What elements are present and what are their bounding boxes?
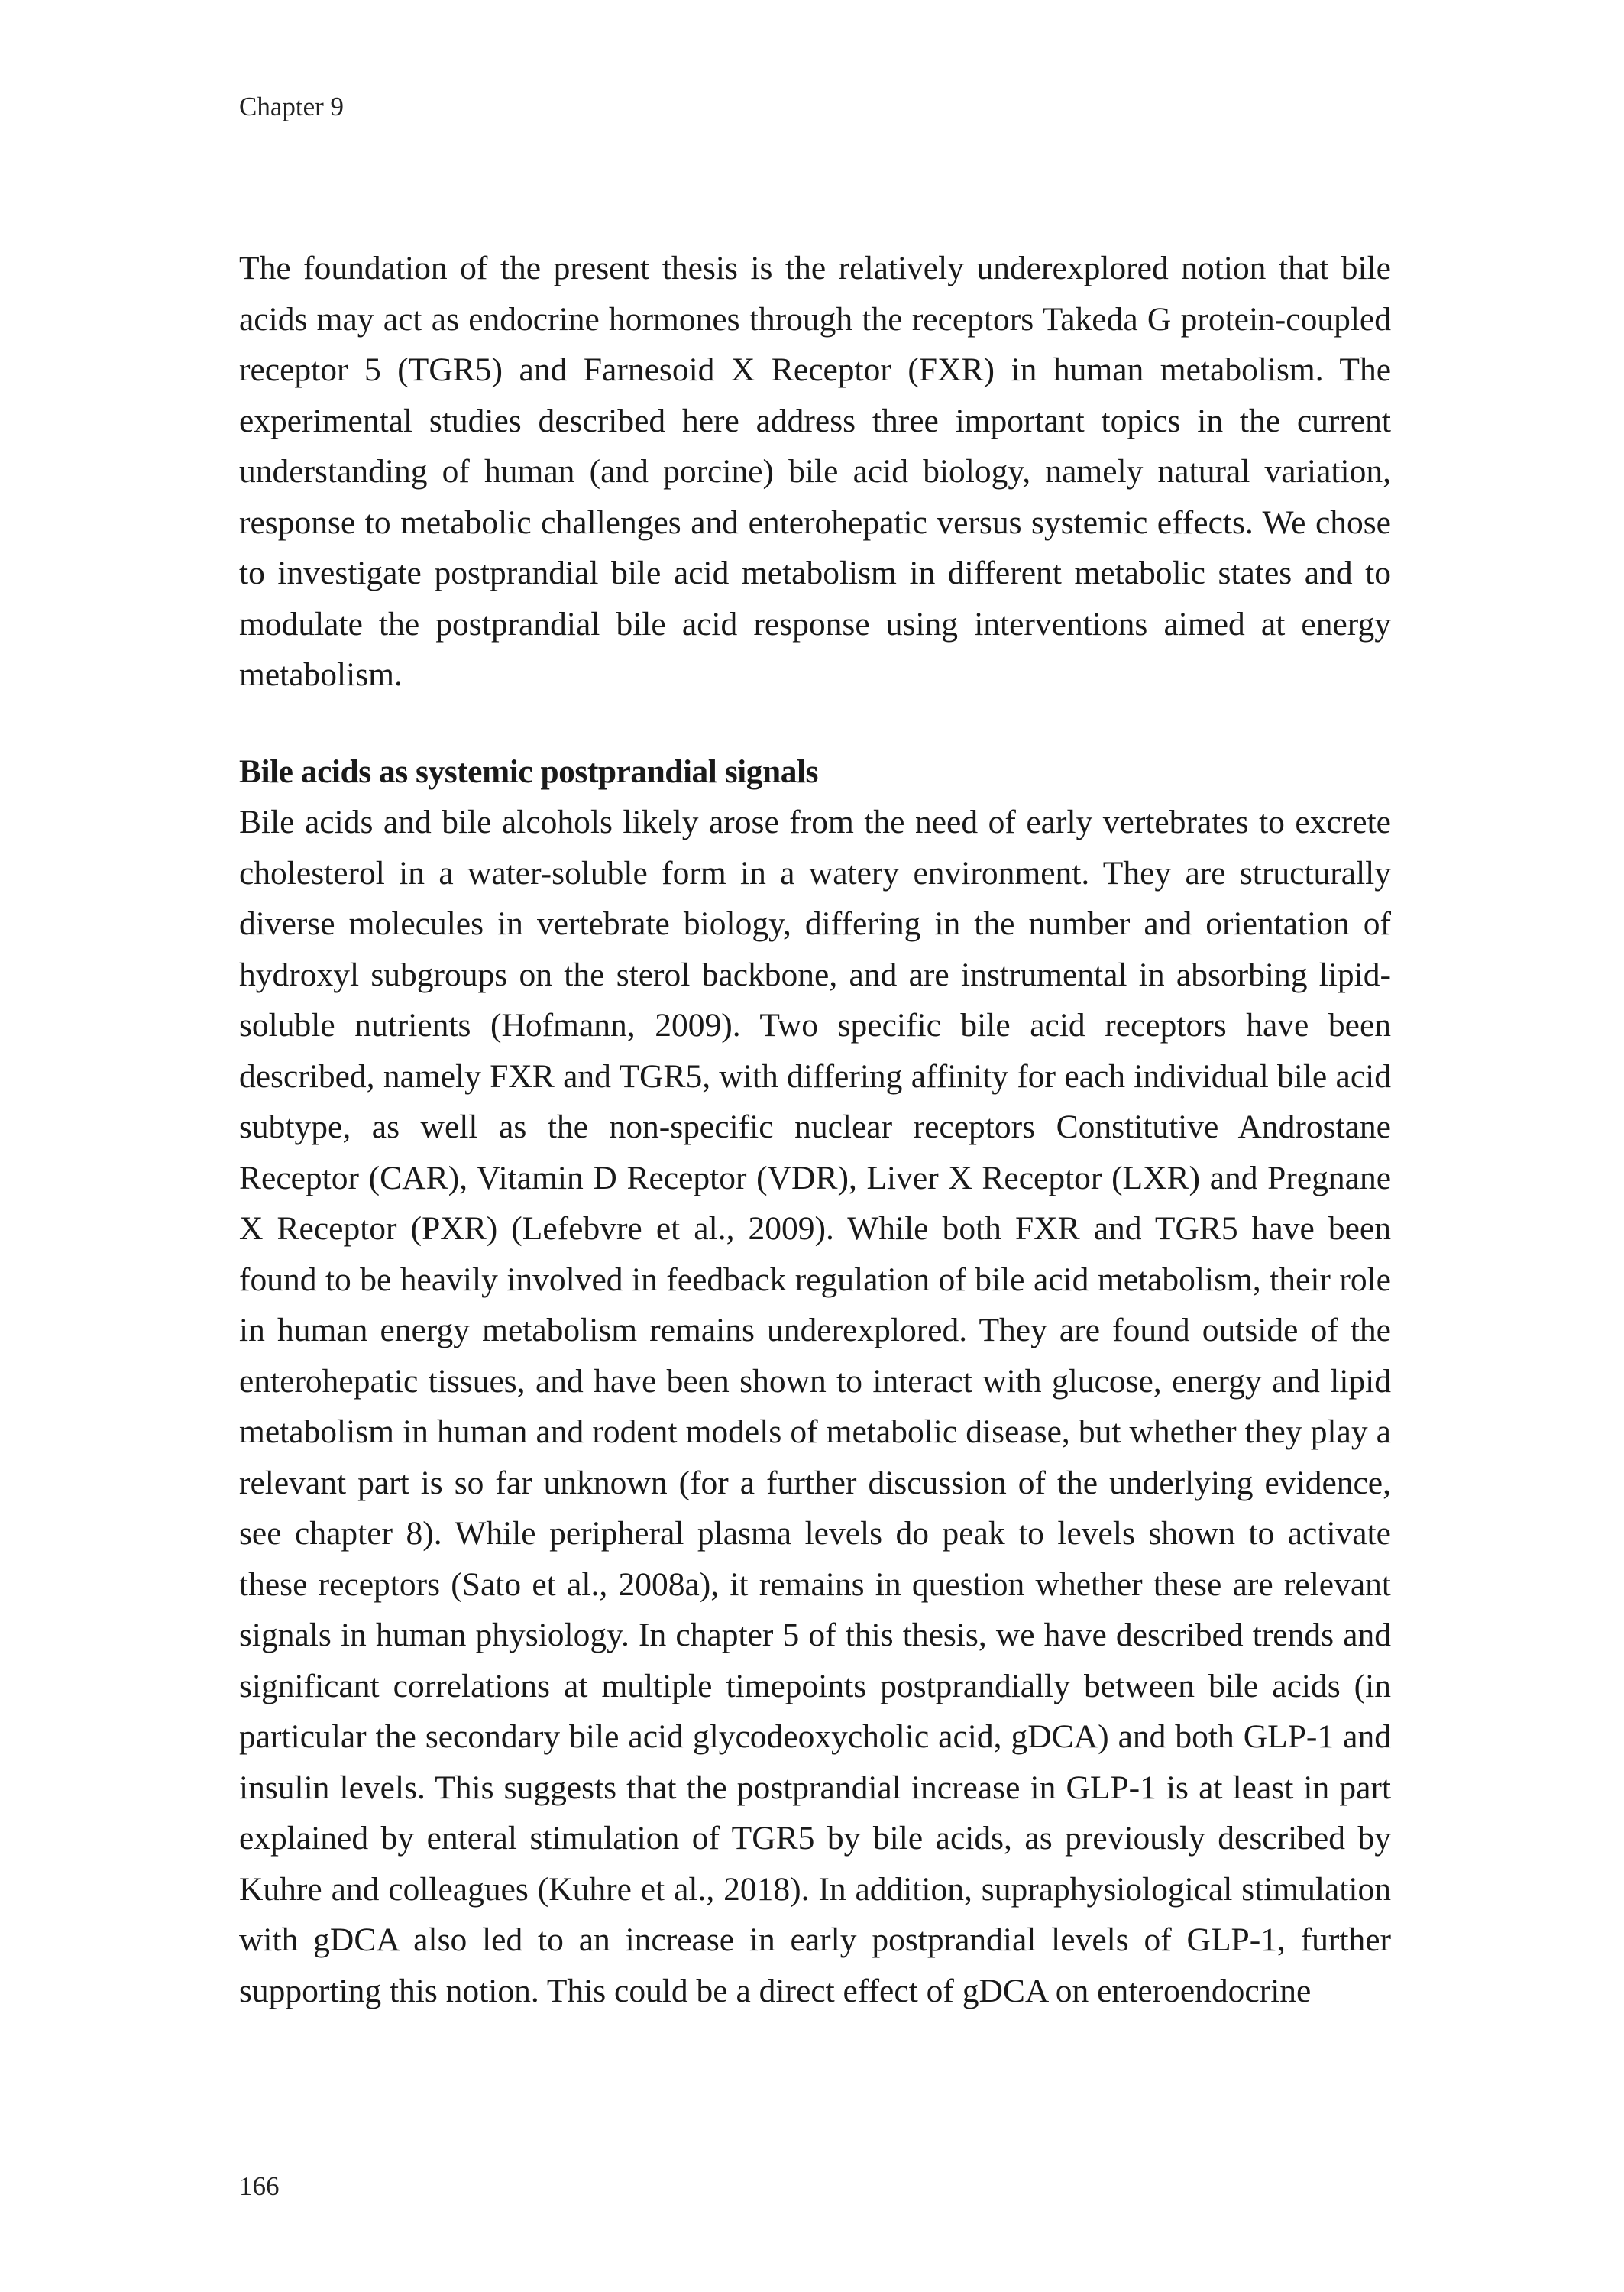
running-head-chapter: Chapter 9 <box>239 92 345 121</box>
page-number: 166 <box>239 2171 280 2201</box>
section-heading: Bile acids as systemic postprandial signals <box>239 753 818 790</box>
intro-paragraph: The foundation of the present thesis is the relatively underexplored notion that bile acids may act as endocrine hormones through the receptors Takeda G protein-coupled receptor 5 (TGR5) and Farnesoid X Receptor (FXR) in human metabolism. The experimental studies described here address three important topics in the current understanding of human (and porcine) bile acid biology, namely natural variation, response to metabolic challenges and enterohepatic versus systemic effects. We chose to investigate postprandial bile acid metabolism in different metabolic states and to modulate the postprandial bile acid response using interventions aimed at energy metabolism. <box>239 250 1391 693</box>
main-text-block <box>239 243 1391 2016</box>
section-paragraph: Bile acids and bile alcohols likely arose from the need of early vertebrates to excrete cholesterol in a water-soluble form in a watery environment. They are structurally diverse molecules in vertebrate biology, differing in the number and orientation of hydroxyl subgroups on the sterol backbone, and are instrumental in absorbing lipid-soluble nutrients (Hofmann, 2009). Two specific bile acid receptors have been described, namely FXR and TGR5, with differing affinity for each individual bile acid subtype, as well as the non-specific nuclear receptors Constitutive Androstane Receptor (CAR), Vitamin D Receptor (VDR), Liver X Receptor (LXR) and Pregnane X Receptor (PXR) (Lefebvre et al., 2009). While both FXR and TGR5 have been found to be heavily involved in feedback regulation of bile acid metabolism, their role in human energy metabolism remains underexplored. They are found outside of the enterohepatic tissues, and have been shown to interact with glucose, energy and lipid metabolism in human and rodent models of metabolic disease, but whether they play a relevant part is so far unknown (for a further discussion of the underlying evidence, see chapter 8). While peripheral plasma levels do peak to levels shown to activate these receptors (Sato et al., 2008a), it remains in question whether these are relevant signals in human physiology. In chapter 5 of this thesis, we have described trends and significant correlations at multiple timepoints postprandially between bile acids (in particular the secondary bile acid glycodeoxycholic acid, gDCA) and both GLP-1 and insulin levels. This suggests that the postprandial increase in GLP-1 is at least in part explained by enteral stimulation of TGR5 by bile acids, as previously described by Kuhre and colleagues (Kuhre et al., 2018). In addition, supraphysiological stimulation with gDCA also led to an increase in early postprandial levels of GLP-1, further supporting this notion. This could be a direct effect of gDCA on enteroendocrine <box>239 804 1391 2009</box>
